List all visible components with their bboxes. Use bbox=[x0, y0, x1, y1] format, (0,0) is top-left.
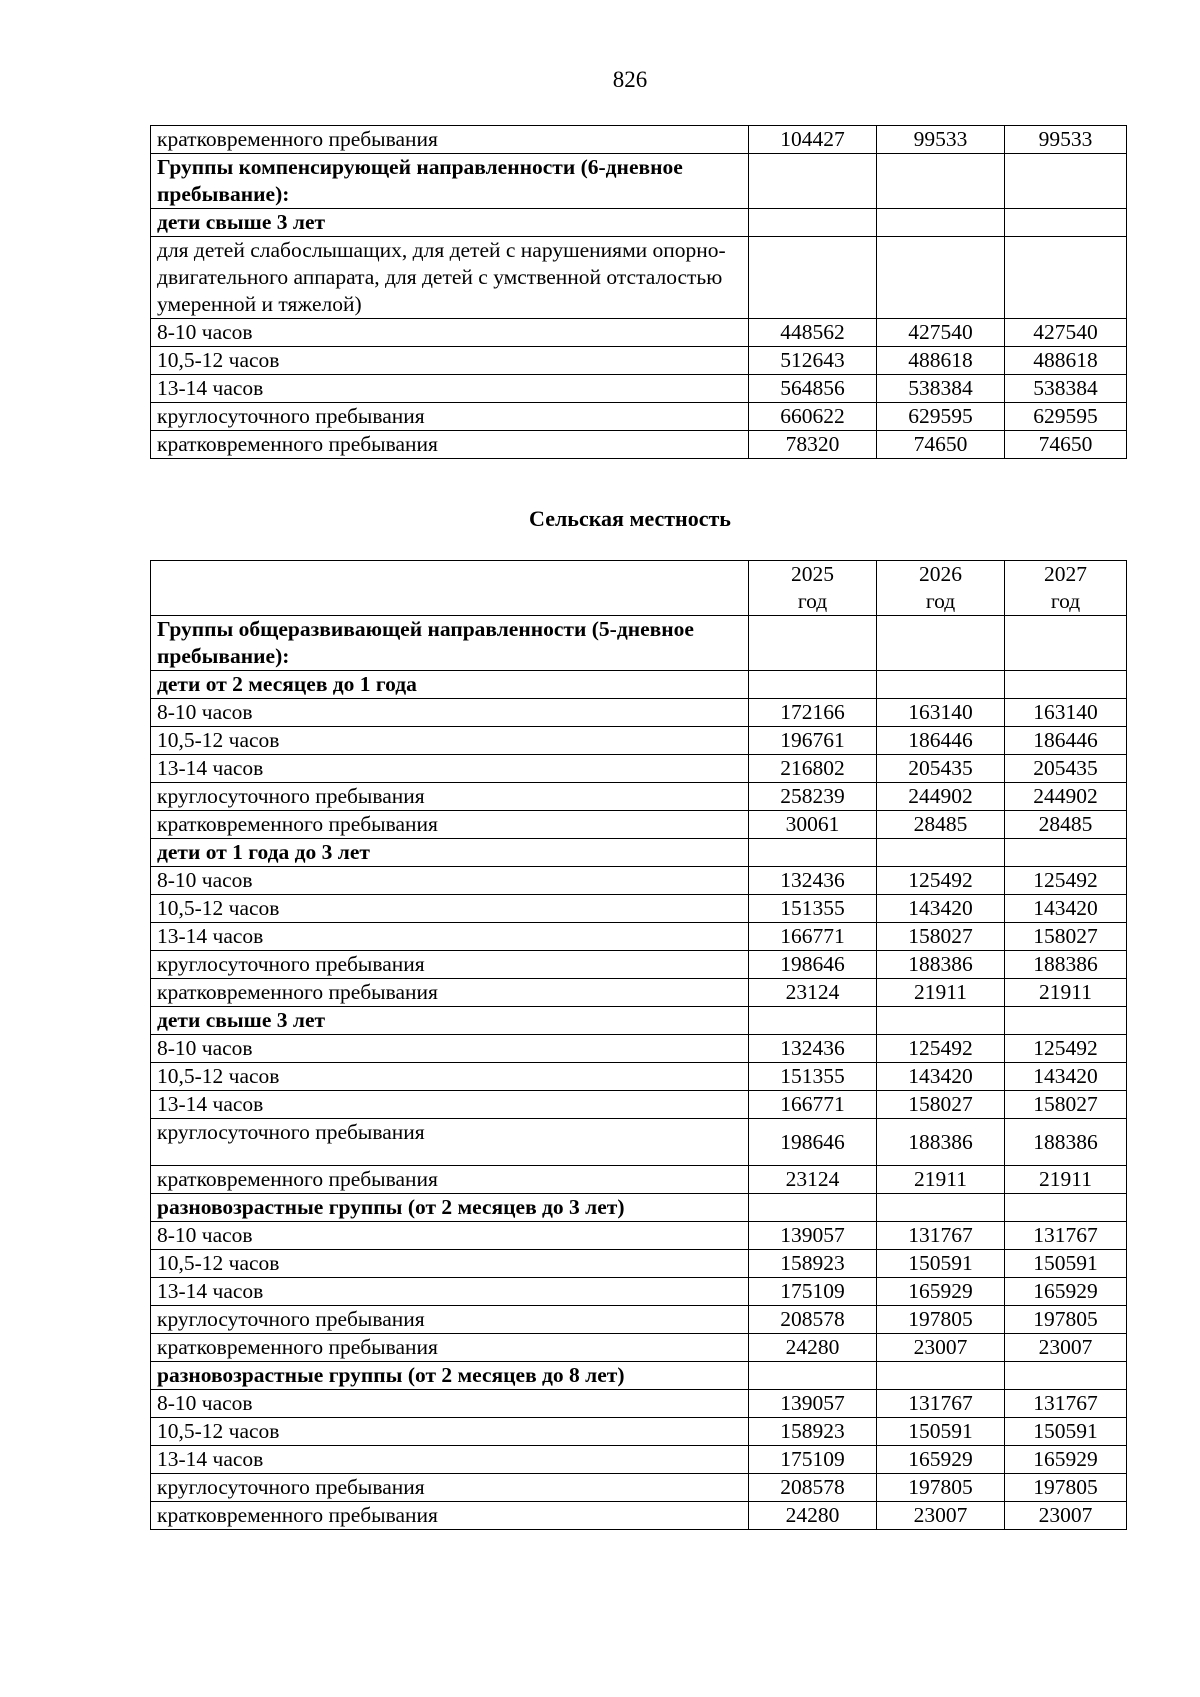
table-row bbox=[151, 237, 1127, 319]
value-cell-2027: 188386 bbox=[1005, 951, 1127, 979]
value-cell-2027: 21911 bbox=[1005, 979, 1127, 1007]
row-label: кратковременного пребывания bbox=[151, 431, 749, 459]
value-cell-2025: 208578 bbox=[749, 1306, 877, 1334]
row-label: круглосуточного пребывания bbox=[151, 951, 749, 979]
group-header-row bbox=[151, 1194, 1127, 1222]
row-label: кратковременного пребывания bbox=[151, 811, 749, 839]
value-cell-2027: 165929 bbox=[1005, 1446, 1127, 1474]
value-cell-2025: 24280 bbox=[749, 1334, 877, 1362]
table-row bbox=[151, 727, 1127, 755]
value-cell-2026: 158027 bbox=[877, 1091, 1005, 1119]
value-cell-2027: 74650 bbox=[1005, 431, 1127, 459]
group-header-row bbox=[151, 1362, 1127, 1390]
row-label: 10,5-12 часов bbox=[151, 1250, 749, 1278]
value-cell-2026: 23007 bbox=[877, 1502, 1005, 1530]
value-cell-2027: 143420 bbox=[1005, 1063, 1127, 1091]
row-label: 8-10 часов bbox=[151, 867, 749, 895]
value-cell-2025: 196761 bbox=[749, 727, 877, 755]
value-cell-2027: 150591 bbox=[1005, 1418, 1127, 1446]
year-header-2026 bbox=[877, 561, 1005, 616]
value-cell-2025 bbox=[749, 616, 877, 671]
rural-tariff-table bbox=[150, 560, 1127, 1530]
value-cell-2026: 158027 bbox=[877, 923, 1005, 951]
year-value: 2026 bbox=[919, 562, 962, 586]
row-label: дети свыше 3 лет bbox=[151, 209, 749, 237]
row-label: 8-10 часов bbox=[151, 1222, 749, 1250]
row-label: разновозрастные группы (от 2 месяцев до 3 лет) bbox=[151, 1194, 749, 1222]
table-row bbox=[151, 319, 1127, 347]
value-cell-2027 bbox=[1005, 839, 1127, 867]
table-row bbox=[151, 699, 1127, 727]
table-row bbox=[151, 1250, 1127, 1278]
value-cell-2025 bbox=[749, 154, 877, 209]
table-row bbox=[151, 811, 1127, 839]
value-cell-2025 bbox=[749, 1362, 877, 1390]
row-label: 13-14 часов bbox=[151, 755, 749, 783]
value-cell-2025: 166771 bbox=[749, 923, 877, 951]
value-cell-2027: 131767 bbox=[1005, 1390, 1127, 1418]
value-cell-2026: 131767 bbox=[877, 1390, 1005, 1418]
value-cell-2026: 74650 bbox=[877, 431, 1005, 459]
value-cell-2025: 198646 bbox=[749, 1119, 877, 1166]
row-label: 13-14 часов bbox=[151, 923, 749, 951]
value-cell-2026: 188386 bbox=[877, 951, 1005, 979]
value-cell-2026 bbox=[877, 237, 1005, 319]
value-cell-2025: 158923 bbox=[749, 1250, 877, 1278]
value-cell-2026: 23007 bbox=[877, 1334, 1005, 1362]
value-cell-2025: 78320 bbox=[749, 431, 877, 459]
row-label: круглосуточного пребывания bbox=[151, 1306, 749, 1334]
row-label: 10,5-12 часов bbox=[151, 347, 749, 375]
value-cell-2026: 125492 bbox=[877, 867, 1005, 895]
value-cell-2027: 488618 bbox=[1005, 347, 1127, 375]
value-cell-2027 bbox=[1005, 154, 1127, 209]
row-label: 13-14 часов bbox=[151, 1278, 749, 1306]
table-row bbox=[151, 1119, 1127, 1166]
value-cell-2027: 23007 bbox=[1005, 1334, 1127, 1362]
row-label: разновозрастные группы (от 2 месяцев до 8 лет) bbox=[151, 1362, 749, 1390]
value-cell-2026: 488618 bbox=[877, 347, 1005, 375]
value-cell-2026 bbox=[877, 671, 1005, 699]
value-cell-2025 bbox=[749, 671, 877, 699]
table-row bbox=[151, 1035, 1127, 1063]
row-label: кратковременного пребывания bbox=[151, 126, 749, 154]
value-cell-2027: 99533 bbox=[1005, 126, 1127, 154]
value-cell-2027 bbox=[1005, 237, 1127, 319]
table-row bbox=[151, 1166, 1127, 1194]
value-cell-2027: 125492 bbox=[1005, 1035, 1127, 1063]
value-cell-2026 bbox=[877, 154, 1005, 209]
value-cell-2026 bbox=[877, 1362, 1005, 1390]
value-cell-2026: 131767 bbox=[877, 1222, 1005, 1250]
value-cell-2027 bbox=[1005, 671, 1127, 699]
value-cell-2025: 660622 bbox=[749, 403, 877, 431]
row-label: кратковременного пребывания bbox=[151, 979, 749, 1007]
row-label: кратковременного пребывания bbox=[151, 1166, 749, 1194]
value-cell-2027: 125492 bbox=[1005, 867, 1127, 895]
value-cell-2027 bbox=[1005, 209, 1127, 237]
value-cell-2027: 143420 bbox=[1005, 895, 1127, 923]
value-cell-2025 bbox=[749, 839, 877, 867]
row-label: Группы компенсирующей направленности (6-дневное пребывание): bbox=[151, 154, 749, 209]
value-cell-2025: 30061 bbox=[749, 811, 877, 839]
tariff-table-continued bbox=[150, 125, 1127, 459]
table-row bbox=[151, 1418, 1127, 1446]
value-cell-2025: 564856 bbox=[749, 375, 877, 403]
value-cell-2025: 24280 bbox=[749, 1502, 877, 1530]
value-cell-2026: 197805 bbox=[877, 1474, 1005, 1502]
value-cell-2026 bbox=[877, 209, 1005, 237]
table-row bbox=[151, 403, 1127, 431]
value-cell-2027: 158027 bbox=[1005, 1091, 1127, 1119]
table-row bbox=[151, 1278, 1127, 1306]
table-row bbox=[151, 1446, 1127, 1474]
value-cell-2026 bbox=[877, 839, 1005, 867]
page-number: 826 bbox=[612, 67, 648, 92]
value-cell-2026: 143420 bbox=[877, 895, 1005, 923]
table-row bbox=[151, 431, 1127, 459]
value-cell-2027 bbox=[1005, 616, 1127, 671]
group-header-row bbox=[151, 1007, 1127, 1035]
table-row bbox=[151, 783, 1127, 811]
group-header-row bbox=[151, 671, 1127, 699]
group-header-row bbox=[151, 209, 1127, 237]
row-label: 8-10 часов bbox=[151, 699, 749, 727]
row-label: кратковременного пребывания bbox=[151, 1502, 749, 1530]
row-label: 13-14 часов bbox=[151, 1446, 749, 1474]
table-row bbox=[151, 1474, 1127, 1502]
row-label: круглосуточного пребывания bbox=[151, 403, 749, 431]
row-label: круглосуточного пребывания bbox=[151, 1119, 749, 1166]
value-cell-2025: 208578 bbox=[749, 1474, 877, 1502]
table-row bbox=[151, 951, 1127, 979]
value-cell-2026: 244902 bbox=[877, 783, 1005, 811]
value-cell-2026: 629595 bbox=[877, 403, 1005, 431]
table-row bbox=[151, 923, 1127, 951]
table-row bbox=[151, 1063, 1127, 1091]
value-cell-2025: 139057 bbox=[749, 1222, 877, 1250]
group-header-row bbox=[151, 839, 1127, 867]
value-cell-2027 bbox=[1005, 1194, 1127, 1222]
value-cell-2025: 139057 bbox=[749, 1390, 877, 1418]
row-label: 10,5-12 часов bbox=[151, 727, 749, 755]
value-cell-2025: 258239 bbox=[749, 783, 877, 811]
value-cell-2025: 158923 bbox=[749, 1418, 877, 1446]
value-cell-2027: 205435 bbox=[1005, 755, 1127, 783]
value-cell-2026 bbox=[877, 616, 1005, 671]
value-cell-2025: 23124 bbox=[749, 1166, 877, 1194]
header-label-cell bbox=[151, 561, 749, 616]
table-row bbox=[151, 1222, 1127, 1250]
value-cell-2027: 186446 bbox=[1005, 727, 1127, 755]
table-row bbox=[151, 1306, 1127, 1334]
value-cell-2026: 28485 bbox=[877, 811, 1005, 839]
value-cell-2026: 165929 bbox=[877, 1278, 1005, 1306]
row-label: 10,5-12 часов bbox=[151, 1418, 749, 1446]
value-cell-2026 bbox=[877, 1007, 1005, 1035]
value-cell-2026: 538384 bbox=[877, 375, 1005, 403]
year-unit: год bbox=[797, 589, 828, 613]
value-cell-2025: 132436 bbox=[749, 1035, 877, 1063]
row-label: круглосуточного пребывания bbox=[151, 783, 749, 811]
value-cell-2027: 244902 bbox=[1005, 783, 1127, 811]
value-cell-2025: 104427 bbox=[749, 126, 877, 154]
section-title: Сельская местность bbox=[529, 506, 731, 531]
value-cell-2025 bbox=[749, 237, 877, 319]
value-cell-2027: 28485 bbox=[1005, 811, 1127, 839]
value-cell-2027 bbox=[1005, 1007, 1127, 1035]
value-cell-2027: 197805 bbox=[1005, 1306, 1127, 1334]
value-cell-2026: 186446 bbox=[877, 727, 1005, 755]
value-cell-2025: 23124 bbox=[749, 979, 877, 1007]
value-cell-2025 bbox=[749, 209, 877, 237]
value-cell-2025: 175109 bbox=[749, 1278, 877, 1306]
value-cell-2025: 151355 bbox=[749, 895, 877, 923]
row-label: для детей слабослышащих, для детей с нарушениями опорно-двигательного аппарата, для детей с умственной отсталостью умеренной и тяжелой) bbox=[151, 237, 749, 319]
row-label: 13-14 часов bbox=[151, 375, 749, 403]
value-cell-2026: 427540 bbox=[877, 319, 1005, 347]
value-cell-2027: 197805 bbox=[1005, 1474, 1127, 1502]
year-header-2027 bbox=[1005, 561, 1127, 616]
row-label: кратковременного пребывания bbox=[151, 1334, 749, 1362]
value-cell-2026: 165929 bbox=[877, 1446, 1005, 1474]
value-cell-2025: 512643 bbox=[749, 347, 877, 375]
value-cell-2027: 23007 bbox=[1005, 1502, 1127, 1530]
group-header-row bbox=[151, 616, 1127, 671]
value-cell-2026: 163140 bbox=[877, 699, 1005, 727]
value-cell-2026: 99533 bbox=[877, 126, 1005, 154]
row-label: 8-10 часов bbox=[151, 319, 749, 347]
value-cell-2026: 125492 bbox=[877, 1035, 1005, 1063]
year-value: 2027 bbox=[1044, 562, 1087, 586]
value-cell-2025: 448562 bbox=[749, 319, 877, 347]
value-cell-2026: 150591 bbox=[877, 1418, 1005, 1446]
row-label: круглосуточного пребывания bbox=[151, 1474, 749, 1502]
value-cell-2026: 197805 bbox=[877, 1306, 1005, 1334]
table-row bbox=[151, 375, 1127, 403]
year-unit: год bbox=[1050, 589, 1081, 613]
row-label: Группы общеразвивающей направленности (5-дневное пребывание): bbox=[151, 616, 749, 671]
value-cell-2025: 216802 bbox=[749, 755, 877, 783]
table-row bbox=[151, 126, 1127, 154]
row-label: 10,5-12 часов bbox=[151, 1063, 749, 1091]
table-row bbox=[151, 867, 1127, 895]
value-cell-2027: 427540 bbox=[1005, 319, 1127, 347]
table-body bbox=[151, 126, 1127, 459]
value-cell-2026: 143420 bbox=[877, 1063, 1005, 1091]
value-cell-2025 bbox=[749, 1007, 877, 1035]
value-cell-2027: 150591 bbox=[1005, 1250, 1127, 1278]
value-cell-2025: 172166 bbox=[749, 699, 877, 727]
table-row bbox=[151, 1334, 1127, 1362]
value-cell-2027 bbox=[1005, 1362, 1127, 1390]
row-label: 8-10 часов bbox=[151, 1390, 749, 1418]
table-body bbox=[151, 616, 1127, 1530]
table-row bbox=[151, 979, 1127, 1007]
value-cell-2026: 188386 bbox=[877, 1119, 1005, 1166]
row-label: дети от 2 месяцев до 1 года bbox=[151, 671, 749, 699]
row-label: дети от 1 года до 3 лет bbox=[151, 839, 749, 867]
value-cell-2025 bbox=[749, 1194, 877, 1222]
row-label: дети свыше 3 лет bbox=[151, 1007, 749, 1035]
table-row bbox=[151, 895, 1127, 923]
value-cell-2026: 205435 bbox=[877, 755, 1005, 783]
year-unit: год bbox=[925, 589, 956, 613]
value-cell-2026: 21911 bbox=[877, 1166, 1005, 1194]
value-cell-2027: 629595 bbox=[1005, 403, 1127, 431]
table-row bbox=[151, 1091, 1127, 1119]
value-cell-2025: 166771 bbox=[749, 1091, 877, 1119]
value-cell-2025: 151355 bbox=[749, 1063, 877, 1091]
header-row bbox=[151, 561, 1127, 616]
value-cell-2027: 165929 bbox=[1005, 1278, 1127, 1306]
group-header-row bbox=[151, 154, 1127, 209]
year-header-2025 bbox=[749, 561, 877, 616]
value-cell-2026: 21911 bbox=[877, 979, 1005, 1007]
table-row bbox=[151, 347, 1127, 375]
value-cell-2025: 198646 bbox=[749, 951, 877, 979]
value-cell-2027: 158027 bbox=[1005, 923, 1127, 951]
value-cell-2027: 131767 bbox=[1005, 1222, 1127, 1250]
value-cell-2025: 175109 bbox=[749, 1446, 877, 1474]
table-row bbox=[151, 755, 1127, 783]
value-cell-2027: 538384 bbox=[1005, 375, 1127, 403]
value-cell-2026: 150591 bbox=[877, 1250, 1005, 1278]
table-row bbox=[151, 1390, 1127, 1418]
row-label: 13-14 часов bbox=[151, 1091, 749, 1119]
value-cell-2027: 21911 bbox=[1005, 1166, 1127, 1194]
value-cell-2027: 163140 bbox=[1005, 699, 1127, 727]
row-label: 10,5-12 часов bbox=[151, 895, 749, 923]
row-label: 8-10 часов bbox=[151, 1035, 749, 1063]
year-value: 2025 bbox=[791, 562, 834, 586]
value-cell-2025: 132436 bbox=[749, 867, 877, 895]
value-cell-2026 bbox=[877, 1194, 1005, 1222]
table-row bbox=[151, 1502, 1127, 1530]
value-cell-2027: 188386 bbox=[1005, 1119, 1127, 1166]
